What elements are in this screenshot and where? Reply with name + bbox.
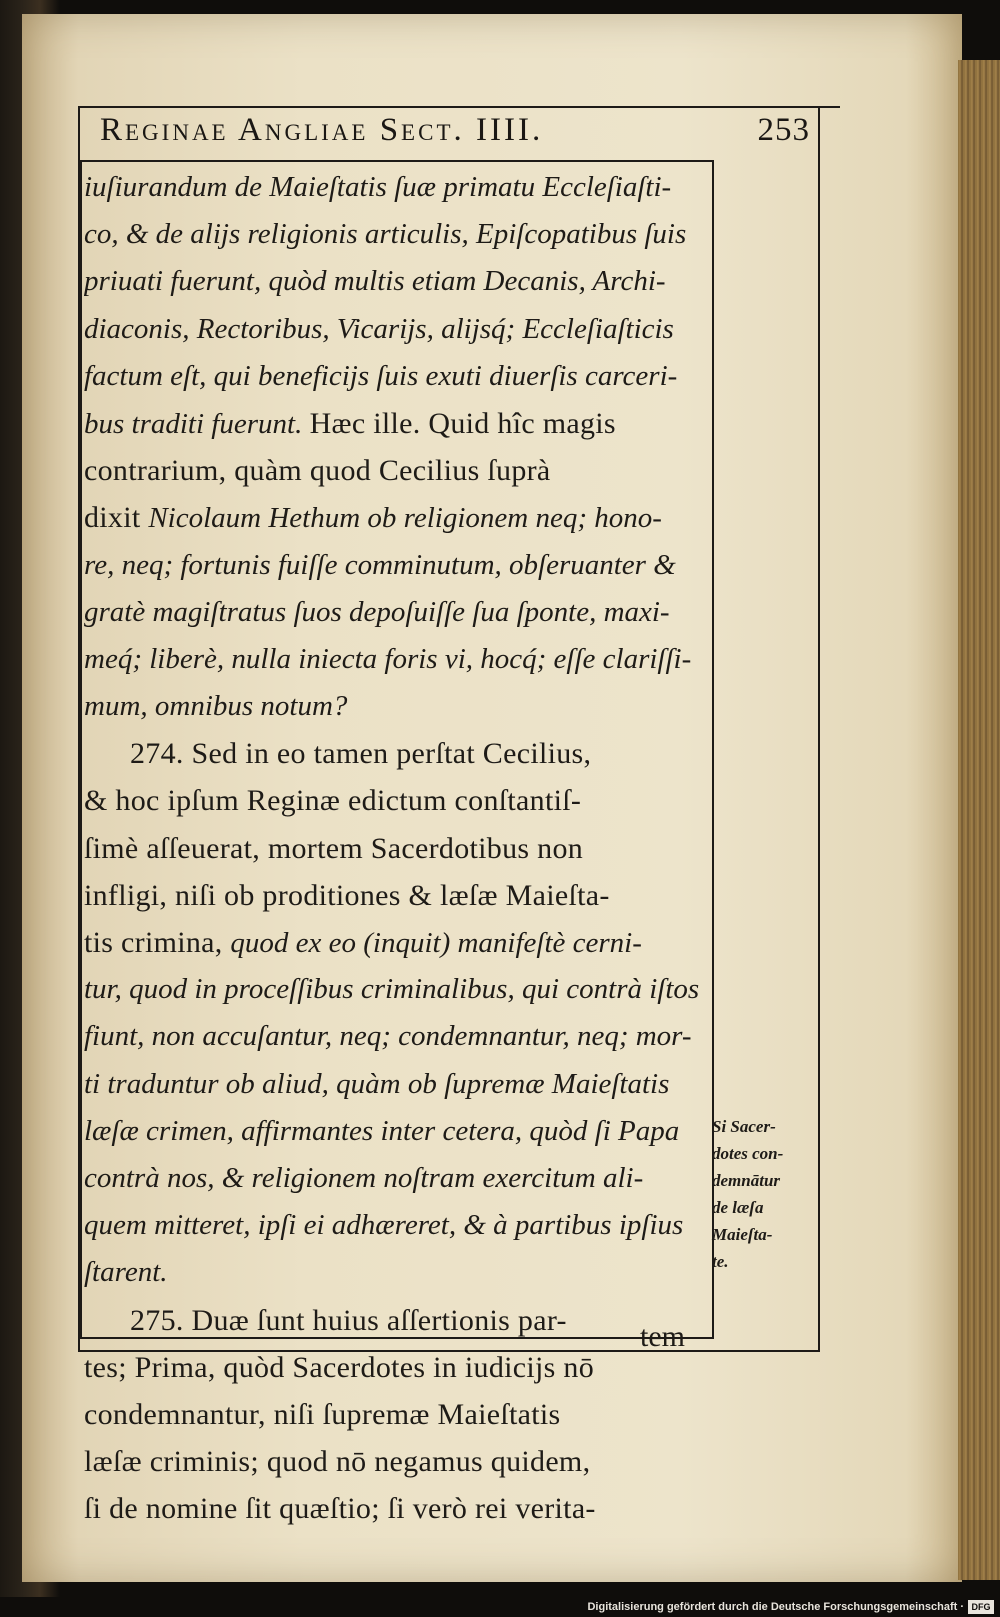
- text-line: [84, 683, 706, 730]
- line-text-italic: Nicolaum Hethum ob religionem neq; hono-: [148, 502, 662, 535]
- text-line: [84, 164, 706, 211]
- text-line: [84, 494, 706, 541]
- marginal-note-line: demnātur: [712, 1171, 781, 1190]
- line-text: contrarium, quàm quod Cecilius ſuprà: [84, 454, 551, 488]
- line-text: dixit: [84, 501, 149, 535]
- text-line: [84, 825, 706, 872]
- text-line: [84, 306, 706, 353]
- line-text: 274. Sed in eo tamen perſtat Cecilius,: [130, 737, 592, 771]
- marginal-note-line: Si Sacer-: [712, 1117, 776, 1136]
- line-text: condemnantur, niſi ſupremæ Maieſtatis: [84, 1397, 561, 1431]
- line-text: mum, omnibus notum?: [84, 690, 348, 723]
- text-line: [84, 542, 706, 589]
- marginal-note-line: dotes con-: [712, 1144, 784, 1163]
- line-text: læſæ crimen, affirmantes inter cetera, quòd ſi Papa: [84, 1114, 680, 1147]
- line-text: infligi, niſi ob proditiones & læſæ Maieſta-: [84, 878, 610, 912]
- text-line: [84, 258, 706, 305]
- book-fore-edge: [958, 60, 1000, 1580]
- text-line: [84, 1108, 706, 1155]
- line-text-roman: Hæc ille. Quid hîc magis: [309, 406, 616, 440]
- text-block: [84, 164, 706, 1532]
- line-text: meq́; liberè, nulla iniecta foris vi, hocq́; eſſe clariſſi-: [84, 642, 692, 675]
- line-text: tur, quod in proceſſibus criminalibus, qui contrà iſtos: [84, 973, 700, 1006]
- line-text: læſæ criminis; quod nō negamus quidem,: [84, 1445, 591, 1479]
- line-text: & hoc ipſum Reginæ edictum conſtantiſ-: [84, 784, 582, 818]
- catchword: tem: [640, 1320, 685, 1353]
- line-text: ſi de nomine ſit quæſtio; ſi verò rei verita-: [84, 1492, 596, 1526]
- text-line: [84, 1297, 706, 1344]
- line-text: re, neq; fortunis fuiſſe comminutum, obſeruanter &: [84, 548, 676, 581]
- text-line: [84, 1485, 706, 1532]
- line-text: contrà nos, & religionem noſtram exercitum ali-: [84, 1161, 644, 1194]
- top-rule: [78, 106, 840, 108]
- digitization-credit: Digitalisierung gefördert durch die Deutsche Forschungsgemeinschaft ·: [587, 1601, 964, 1613]
- text-line: [84, 1391, 706, 1438]
- text-line: [84, 777, 706, 824]
- marginal-note-line: Maieſta-: [712, 1225, 773, 1244]
- marginal-note-line: te.: [712, 1252, 729, 1271]
- text-line: [84, 211, 706, 258]
- line-text: bus traditi fuerunt.: [84, 407, 310, 440]
- text-line: [84, 353, 706, 400]
- text-line: [84, 966, 706, 1013]
- running-title: Reginae Angliae Sect. IIII.: [100, 112, 544, 148]
- text-line: [84, 589, 706, 636]
- text-line: [84, 872, 706, 919]
- line-text-italic: quod ex eo (inquit) manifeſtè cerni-: [230, 927, 642, 959]
- line-text: tis crimina,: [84, 926, 231, 959]
- dfg-logo: DFG: [968, 1600, 994, 1614]
- text-line: [84, 1155, 706, 1202]
- page-number: 253: [757, 112, 810, 148]
- text-line: [84, 1438, 706, 1485]
- text-line: [84, 1344, 706, 1391]
- line-text: tes; Prima, quòd Sacerdotes in iudicijs nō: [84, 1350, 595, 1384]
- text-line: [84, 400, 706, 447]
- line-text: fiunt, non accuſantur, neq; condemnantur, neq; mor-: [84, 1020, 692, 1053]
- line-text: co, & de alijs religionis articulis, Epiſcopatibus ſuis: [84, 218, 687, 251]
- marginal-note: [712, 1113, 812, 1275]
- text-line: [84, 1249, 706, 1296]
- line-text: ti traduntur ob aliud, quàm ob ſupremæ Maieſtatis: [84, 1067, 670, 1100]
- text-line: [84, 1061, 706, 1108]
- line-text: 275. Duæ ſunt huius aſſertionis par-: [130, 1303, 567, 1337]
- line-text: quem mitteret, ipſi ei adhæreret, & à partibus ipſius: [84, 1209, 684, 1242]
- text-line: [84, 730, 706, 777]
- text-line: [84, 1202, 706, 1249]
- line-text: factum eſt, qui beneficijs ſuis exuti diuerſis carceri-: [84, 359, 678, 392]
- line-text: iuſiurandum de Maieſtatis ſuæ primatu Eccleſiaſti-: [84, 171, 672, 203]
- text-line: [84, 636, 706, 683]
- marginal-note-line: de læſa: [712, 1198, 764, 1217]
- line-text: ſtarent.: [84, 1256, 168, 1289]
- line-text: ſimè aſſeuerat, mortem Sacerdotibus non: [84, 831, 584, 865]
- text-line: [84, 919, 706, 966]
- text-line: [84, 447, 706, 494]
- right-rule: [818, 106, 820, 1351]
- line-text: diaconis, Rectoribus, Vicarijs, alijsq́; Eccleſiaſticis: [84, 312, 674, 345]
- line-text: gratè magiſtratus ſuos depoſuiſſe ſua ſponte, maxi-: [84, 595, 670, 628]
- line-text: priuati fuerunt, quòd multis etiam Decanis, Archi-: [84, 265, 666, 298]
- text-line: [84, 1013, 706, 1060]
- running-header: [100, 112, 810, 156]
